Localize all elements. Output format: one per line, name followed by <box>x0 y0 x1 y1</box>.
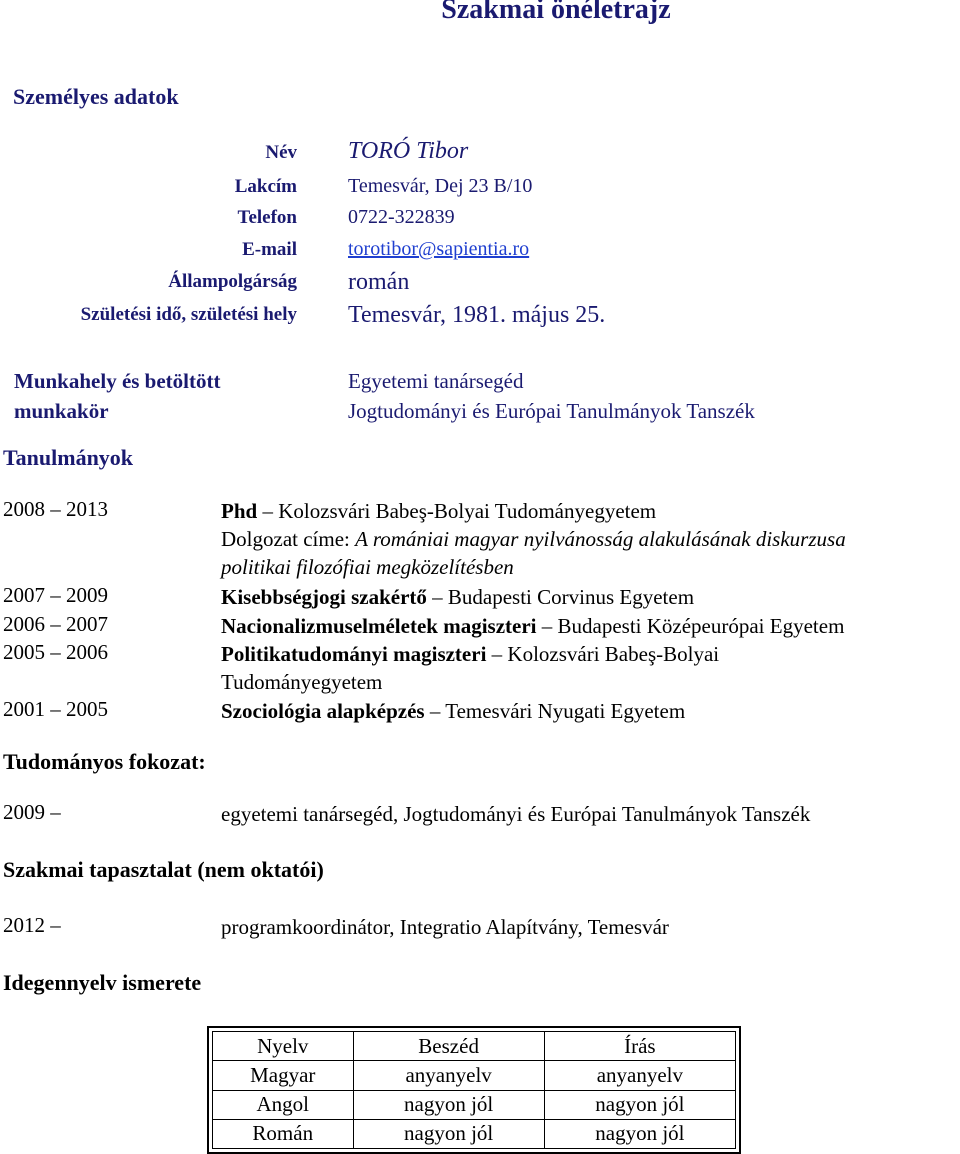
job-label <box>14 366 221 426</box>
table-cell: nagyon jól <box>544 1090 735 1119</box>
study-entry: Phd – Kolozsvári Babeş-Bolyai Tudományegyetem Dolgozat címe: A romániai magyar nyilvánosság alakulásának diskurzusa politikai filozófiai megközelítésben <box>221 499 846 579</box>
study-degree: Szociológia alapképzés <box>221 699 425 723</box>
studies-heading: Tanulmányok <box>3 445 134 470</box>
degree-years: 2009 – <box>3 800 61 824</box>
study-degree: Kisebbségjogi szakértő <box>221 585 427 609</box>
address-value: Temesvár, Dej 23 B/10 <box>348 175 533 197</box>
column-header: Beszéd <box>353 1032 544 1061</box>
phone-value: 0722-322839 <box>348 206 455 228</box>
phone-label: Telefon <box>237 207 297 228</box>
study-entry: Kisebbségjogi szakértő – Budapesti Corvinus Egyetem <box>221 585 695 609</box>
study-institution: Kolozsvári Babeş-Bolyai <box>507 642 720 666</box>
study-degree: Phd <box>221 499 258 523</box>
study-years: 2008 – 2013 <box>3 497 108 521</box>
email-label: E-mail <box>242 239 297 260</box>
table-cell: nagyon jól <box>544 1119 735 1148</box>
study-institution-continued: Tudományegyetem <box>221 670 383 694</box>
study-institution: Budapesti Corvinus Egyetem <box>447 585 695 609</box>
study-degree: Politikatudományi magiszteri <box>221 642 487 666</box>
table-cell: Magyar <box>213 1061 354 1090</box>
experience-years: 2012 – <box>3 913 61 937</box>
study-years: 2001 – 2005 <box>3 697 108 721</box>
degree-text: egyetemi tanársegéd, Jogtudományi és Európai Tanulmányok Tanszék <box>221 802 811 826</box>
table-cell: nagyon jól <box>353 1119 544 1148</box>
personal-heading: Személyes adatok <box>13 84 179 109</box>
job-value <box>348 366 755 426</box>
name-value: TORÓ Tibor <box>348 138 469 164</box>
table-row <box>213 1090 736 1119</box>
email-link[interactable]: torotibor@sapientia.ro <box>348 238 530 260</box>
study-years: 2005 – 2006 <box>3 640 108 664</box>
study-entry: Szociológia alapképzés – Temesvári Nyugati Egyetem <box>221 699 686 723</box>
experience-text: programkoordinátor, Integratio Alapítvány, Temesvár <box>221 915 669 939</box>
thesis-label: Dolgozat címe: <box>221 527 356 551</box>
job-label-line2: munkakör <box>14 399 109 423</box>
job-value-line2: Jogtudományi és Európai Tanulmányok Tanszék <box>348 399 755 423</box>
table-cell: nagyon jól <box>353 1090 544 1119</box>
citizenship-label: Állampolgárság <box>168 271 297 292</box>
table-cell: anyanyelv <box>353 1061 544 1090</box>
study-institution: Temesvári Nyugati Egyetem <box>445 699 686 723</box>
study-years: 2006 – 2007 <box>3 612 108 636</box>
citizenship-value: román <box>348 269 410 295</box>
thesis-title: A romániai magyar nyilvánosság alakulásának diskurzusa <box>355 527 846 551</box>
languages-table-frame <box>207 1026 741 1154</box>
degree-heading: Tudományos fokozat: <box>3 749 206 774</box>
study-institution: Kolozsvári Babeş-Bolyai Tudományegyetem <box>278 499 657 523</box>
table-cell: anyanyelv <box>544 1061 735 1090</box>
job-value-line1: Egyetemi tanársegéd <box>348 369 524 393</box>
table-cell: Román <box>213 1119 354 1148</box>
page-title: Szakmai önéletrajz <box>441 0 671 25</box>
birth-label: Születési idő, születési hely <box>80 304 297 325</box>
column-header: Nyelv <box>213 1032 354 1061</box>
study-entry: Politikatudományi magiszteri – Kolozsvári Babeş-Bolyai Tudományegyetem <box>221 642 720 694</box>
name-label: Név <box>265 142 297 163</box>
address-label: Lakcím <box>234 176 297 197</box>
study-entry: Nacionalizmuselméletek magiszteri – Budapesti Középeurópai Egyetem <box>221 614 845 638</box>
experience-heading: Szakmai tapasztalat (nem oktatói) <box>3 857 324 882</box>
job-label-line1: Munkahely és betöltött <box>14 369 221 393</box>
thesis-title-continued: politikai filozófiai megközelítésben <box>221 555 514 579</box>
table-cell: Angol <box>213 1090 354 1119</box>
languages-heading: Idegennyelv ismerete <box>3 970 202 995</box>
birth-value: Temesvár, 1981. május 25. <box>348 302 606 328</box>
study-institution: Budapesti Középeurópai Egyetem <box>557 614 845 638</box>
table-row <box>213 1119 736 1148</box>
study-degree: Nacionalizmuselméletek magiszteri <box>221 614 537 638</box>
study-years: 2007 – 2009 <box>3 583 108 607</box>
table-row <box>213 1061 736 1090</box>
table-header-row <box>213 1032 736 1061</box>
column-header: Írás <box>544 1032 735 1061</box>
languages-table <box>212 1031 736 1149</box>
